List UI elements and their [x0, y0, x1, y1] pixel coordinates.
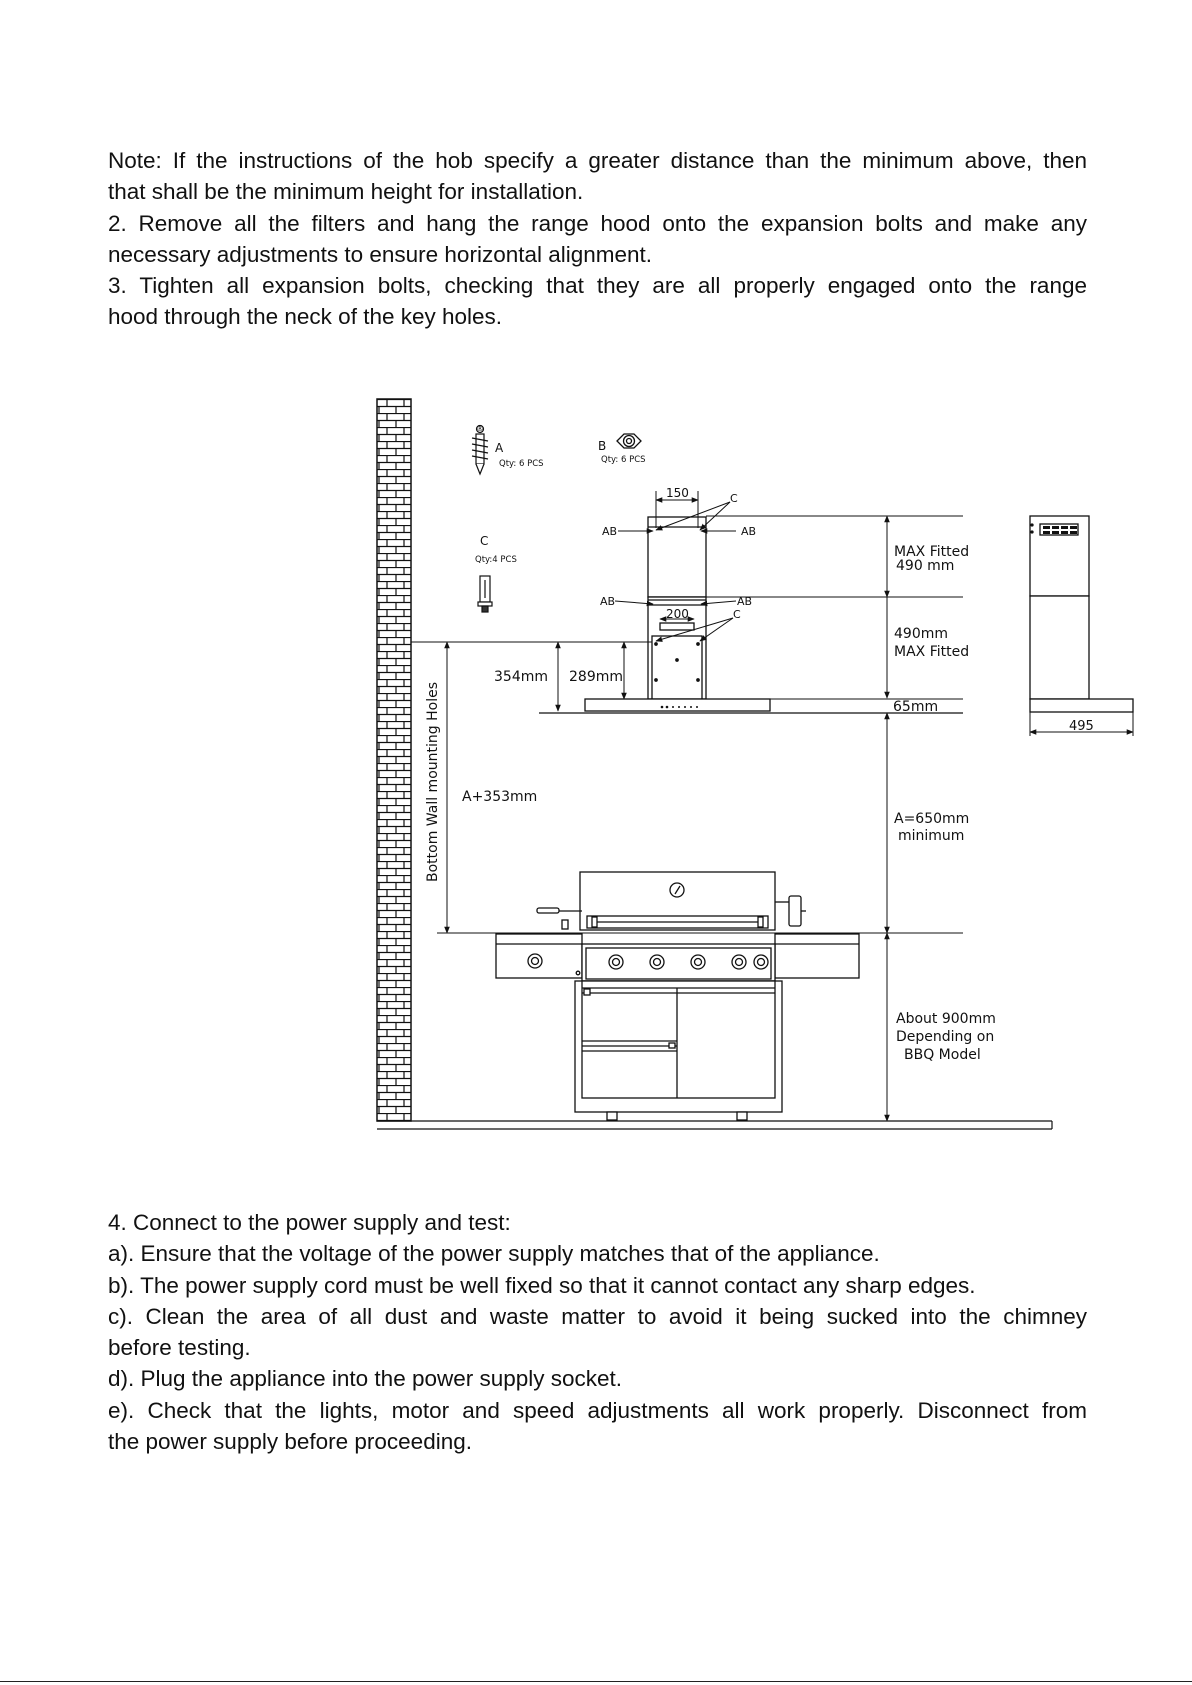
label-ab: AB: [602, 525, 618, 538]
dim-900-sub: Depending on: [896, 1029, 995, 1045]
dim-495-label: 495: [1069, 719, 1094, 734]
max-fitted-mid-value: 490mm: [894, 626, 948, 642]
part-c-label: C: [480, 534, 489, 548]
footer-rule: [0, 1681, 1192, 1682]
text-line: 4. Connect to the power supply and test:: [108, 1210, 511, 1235]
part-b-label: B: [598, 439, 607, 453]
part-b-qty: Qty: 6 PCS: [601, 455, 646, 465]
dim-289-label: 289mm: [569, 669, 623, 685]
brick-wall: [377, 399, 411, 1121]
text-line: 3. Tighten all expansion bolts, checking that they are all properly engaged onto the range: [108, 273, 1087, 299]
floor-line: [377, 1121, 1052, 1129]
text-line: c). Clean the area of all dust and waste matter to avoid it being sucked into the chimney: [108, 1303, 1087, 1329]
part-a-qty: Qty: 6 PCS: [499, 459, 544, 469]
label-ab: AB: [741, 525, 757, 538]
max-fitted-top: MAX Fitted: [894, 544, 970, 560]
text-line: 2. Remove all the filters and hang the range hood onto the expansion bolts and make any: [108, 210, 1087, 236]
part-b-nut: [617, 434, 641, 448]
dim-a353-label: A+353mm: [462, 789, 538, 805]
text-line: before testing.: [108, 1335, 251, 1361]
text-line: e). Check that the lights, motor and speed adjustments all work properly. Disconnect from: [108, 1397, 1087, 1423]
max-fitted-mid: MAX Fitted: [894, 644, 970, 660]
dim-a650-sub: minimum: [898, 828, 965, 844]
label-ab: AB: [600, 595, 616, 608]
dim-a650-label: A=650mm: [894, 811, 970, 827]
text-line: the power supply before proceeding.: [108, 1429, 472, 1455]
text-line: b). The power supply cord must be well fixed so that it cannot contact any sharp edges.: [108, 1272, 976, 1298]
text-line: a). Ensure that the voltage of the power supply matches that of the appliance.: [108, 1241, 880, 1267]
part-c-bolt: [478, 576, 492, 612]
dim-200-label: 200: [666, 607, 689, 621]
dim-150-label: 150: [666, 486, 689, 500]
hood-side-view: [1030, 516, 1133, 712]
text-line: Note: If the instructions of the hob specify a greater distance than the minimum above, then: [108, 148, 1087, 173]
dim-900-label: About 900mm: [896, 1011, 996, 1027]
dim-65-label: 65mm: [893, 699, 939, 715]
label-ab: AB: [737, 595, 753, 608]
part-c-qty: Qty:4 PCS: [475, 555, 517, 565]
vertical-label-mounting-holes: Bottom Wall mounting Holes: [425, 682, 441, 882]
instructions-bottom: [108, 1207, 1087, 1457]
dim-354-label: 354mm: [494, 669, 548, 685]
dim-900-model: BBQ Model: [904, 1047, 981, 1063]
bbq-grill: [496, 872, 859, 1120]
part-a-mark: ®: [476, 424, 484, 433]
text-line: necessary adjustments to ensure horizontal alignment.: [108, 241, 653, 267]
text-line: hood through the neck of the key holes.: [108, 304, 503, 330]
label-c-top: C: [730, 492, 738, 505]
text-line: that shall be the minimum height for installation.: [108, 179, 584, 205]
part-a-label: A: [495, 441, 504, 455]
label-c-mid: C: [733, 608, 741, 621]
text-line: d). Plug the appliance into the power supply socket.: [108, 1366, 623, 1392]
max-fitted-top-value: 490 mm: [896, 558, 955, 574]
